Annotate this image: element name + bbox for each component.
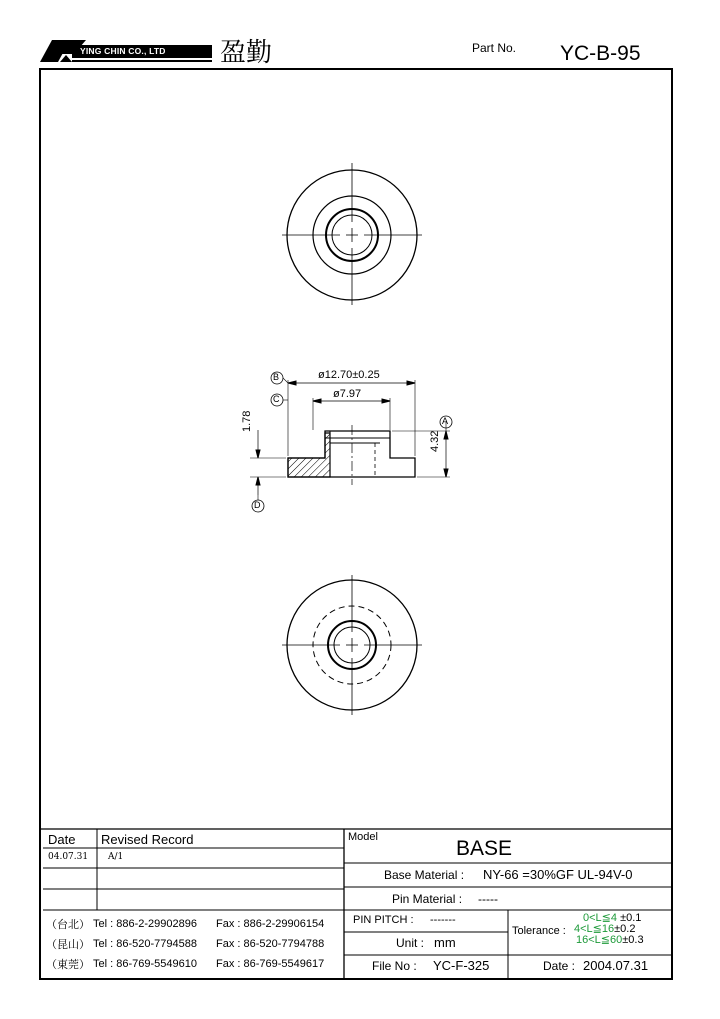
tolerance-label: Tolerance : (512, 925, 566, 937)
base-material-value: NY-66 =30%GF UL-94V-0 (483, 867, 633, 882)
pin-material-label: Pin Material : (392, 892, 463, 906)
dim-flange-height: 1.78 (241, 410, 253, 432)
tol1-value: ±0.1 (620, 912, 642, 924)
tol3-value: ±0.3 (622, 934, 644, 946)
date-value: 2004.07.31 (583, 958, 649, 973)
part-no-value: YC-B-95 (560, 42, 641, 65)
part-no-label: Part No. (472, 41, 517, 55)
file-no-label: File No : (372, 959, 417, 973)
model-label: Model (348, 831, 378, 843)
dim-inner-diameter: ø7.97 (333, 388, 362, 400)
datum-d: D (254, 500, 261, 510)
tol2-value: ±0.2 (614, 923, 636, 935)
datum-a: A (442, 416, 449, 426)
logo-underline (72, 60, 212, 62)
contact-tel-kunshan: Tel : 86-520-7794588 (93, 938, 197, 950)
date-label: Date : (543, 959, 576, 973)
tol3-range: 16<L≦60 (576, 934, 623, 946)
unit-value: mm (434, 935, 456, 950)
pin-pitch-value: ------- (430, 914, 456, 926)
unit-label: Unit : (396, 936, 425, 950)
tol2-range: 4<L≦16 (574, 923, 615, 935)
contact-tel-dongguan: Tel : 86-769-5549610 (93, 958, 197, 970)
file-no-value: YC-F-325 (433, 958, 490, 973)
contact-city-kunshan: （昆山） (46, 938, 90, 951)
contact-fax-kunshan: Fax : 86-520-7794788 (216, 938, 325, 950)
base-material-label: Base Material : (384, 868, 465, 882)
datum-b: B (273, 372, 280, 382)
dim-outer-diameter: ø12.70±0.25 (318, 369, 380, 381)
pin-pitch-label: PIN PITCH : (353, 914, 414, 926)
revision-date-header: Date (48, 832, 76, 847)
contact-city-dongguan: （東莞） (46, 958, 90, 971)
revision-row-record: A/1 (108, 852, 124, 862)
contact-fax-taipei: Fax : 886-2-29906154 (216, 918, 325, 930)
contact-city-taipei: （台北） (46, 918, 90, 931)
revision-row-date: 04.07.31 (48, 852, 89, 862)
model-value: BASE (456, 837, 513, 860)
revision-record-header: Revised Record (101, 832, 194, 847)
tolerance-row-3 (576, 935, 644, 946)
pin-material-value: ----- (478, 892, 498, 906)
datum-c: C (273, 394, 280, 404)
tol1-range: 0<L≦4 (583, 912, 617, 924)
contact-tel-taipei: Tel : 886-2-29902896 (93, 918, 197, 930)
dim-total-height: 4.32 (429, 430, 441, 452)
brand-chinese: 盈勤 (220, 38, 273, 68)
company-name: YING CHIN CO., LTD (80, 46, 166, 56)
contact-fax-dongguan: Fax : 86-769-5549617 (216, 958, 325, 970)
